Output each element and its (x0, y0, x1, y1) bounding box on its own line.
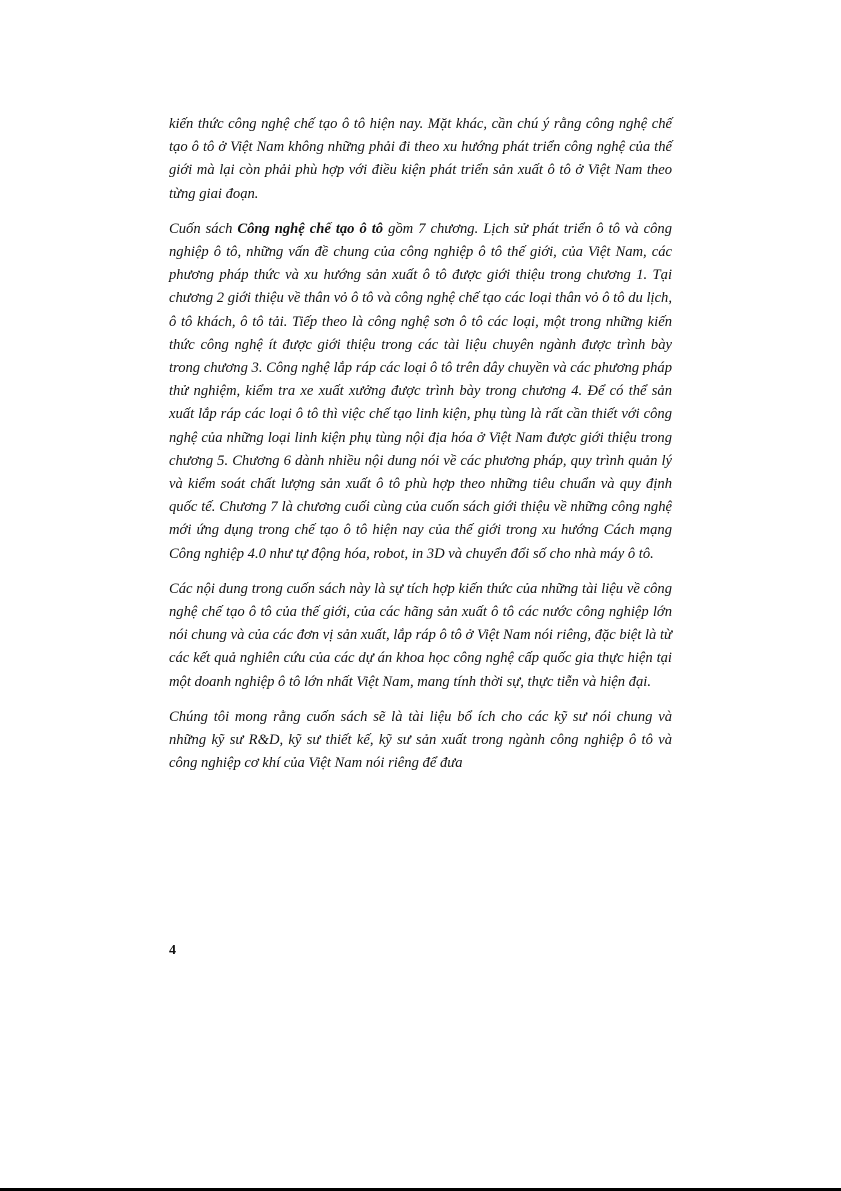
paragraph-1: kiến thức công nghệ chế tạo ô tô hiện nay. Mặt khác, cần chú ý rằng công nghệ chế tạo ô tô ở Việt Nam không những phải đi theo xu hướng phát triển công nghệ của thế giới mà lại còn phải phù hợp với điều kiện phát triển sản xuất ô tô ở Việt Nam theo từng giai đoạn. (169, 116, 672, 202)
body-text (169, 113, 672, 787)
paragraph-2 (169, 218, 672, 566)
paragraph-2-rest: gồm 7 chương. Lịch sử phát triển ô tô và công nghiệp ô tô, những vấn đề chung của công nghiệp ô tô thế giới, của Việt Nam, các phương pháp thức và xu hướng sản xuất ô tô được giới thiệu trong chương 1. Tại chương 2 giới thiệu về thân vỏ ô tô và công nghệ chế tạo các loại thân vỏ ô tô du lịch, ô tô khách, ô tô tải. Tiếp theo là công nghệ sơn ô tô các loại, một trong những kiến thức công nghệ ít được giới thiệu trong các tài liệu chuyên ngành được trình bày trong chương 3. Công nghệ lắp ráp các loại ô tô trên dây chuyền và các phương pháp thử nghiệm, kiểm tra xe xuất xưởng được trình bày trong chương 4. Để có thể sản xuất lắp ráp các loại ô tô thì việc chế tạo linh kiện, phụ tùng là rất cần thiết với công nghệ của những loại linh kiện phụ tùng nội địa hóa ở Việt Nam được giới thiệu trong chương 5. Chương 6 dành nhiều nội dung nói về các phương pháp, quy trình quản lý và kiểm soát chất lượng sản xuất ô tô phù hợp theo những tiêu chuẩn và quy định quốc tế. Chương 7 là chương cuối cùng của cuốn sách giới thiệu về những công nghệ mới ứng dụng trong chế tạo ô tô hiện nay của thế giới trong xu hướng Cách mạng Công nghiệp 4.0 như tự động hóa, robot, in 3D và chuyển đổi số cho nhà máy ô tô. (169, 220, 672, 562)
paragraph-2-lead: Cuốn sách (169, 220, 238, 237)
page-number: 4 (169, 943, 176, 958)
paragraph-3: Các nội dung trong cuốn sách này là sự tích hợp kiến thức của những tài liệu về công nghệ chế tạo ô tô của thế giới, của các hãng sản xuất ô tô các nước công nghiệp lớn nói chung và của các đơn vị sản xuất, lắp ráp ô tô ở Việt Nam nói riêng, đặc biệt là từ các kết quả nghiên cứu của các dự án khoa học công nghệ cấp quốc gia thực hiện tại một doanh nghiệp ô tô lớn nhất Việt Nam, mang tính thời sự, thực tiễn và hiện đại. (169, 580, 672, 690)
book-title: Công nghệ chế tạo ô tô (237, 220, 384, 237)
paragraph-4: Chúng tôi mong rằng cuốn sách sẽ là tài liệu bổ ích cho các kỹ sư nói chung và những kỹ sư R&D, kỹ sư thiết kế, kỹ sư sản xuất trong ngành công nghiệp ô tô và công nghiệp cơ khí của Việt Nam nói riêng để đưa (169, 708, 672, 772)
